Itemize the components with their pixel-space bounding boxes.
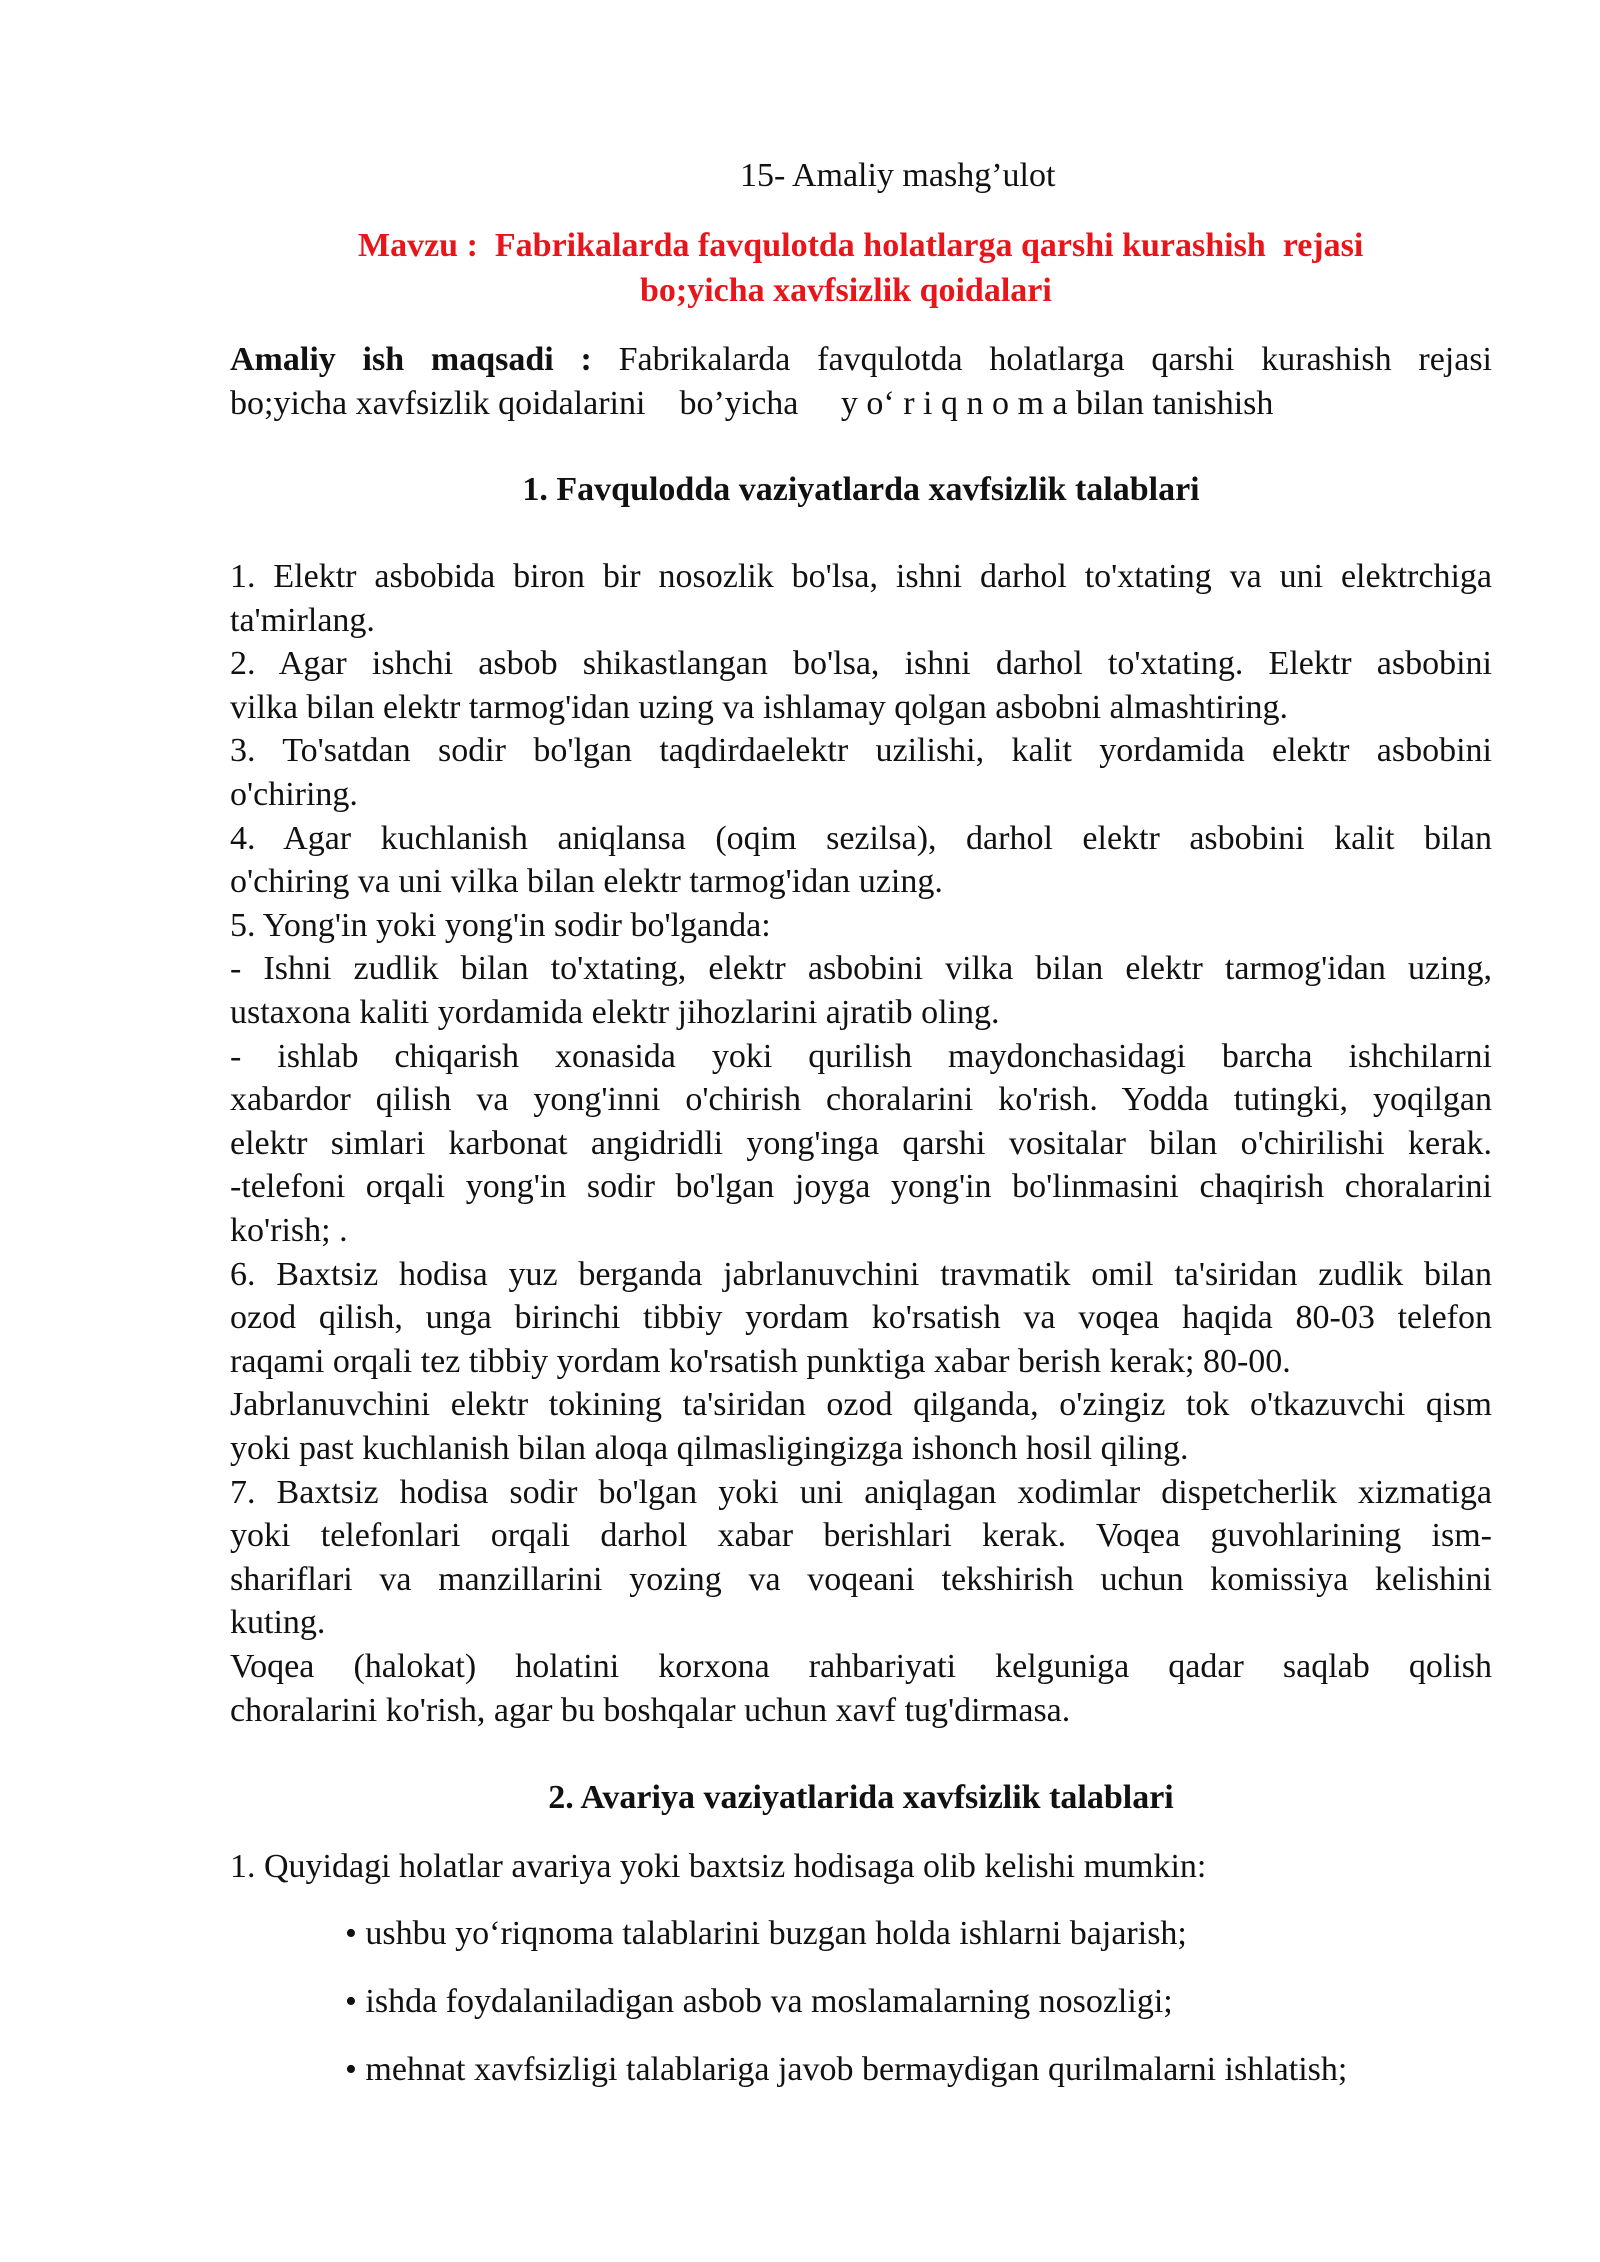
section1-line: -telefoni orqali yong'in sodir bo'lgan joyga yong'in bo'linmasini chaqirish choralarini [230, 1168, 1492, 1206]
section1-line: ozod qilish, unga birinchi tibbiy yordam ko'rsatish va voqea haqida 80-03 telefon [230, 1299, 1492, 1337]
purpose-line1 [230, 338, 1492, 382]
section1-line: vilka bilan elektr tarmog'idan uzing va ishlamay qolgan asbobni almashtiring. [230, 688, 1288, 726]
section1-line: shariflari va manzillarini yozing va voqeani tekshirish uchun komissiya kelishini [230, 1560, 1492, 1598]
section1-line: ta'mirlang. [230, 601, 375, 639]
section1-line: kuting. [230, 1604, 326, 1642]
section1-line: 6. Baxtsiz hodisa yuz berganda jabrlanuvchini travmatik omil ta'siridan zudlik bilan [230, 1255, 1492, 1293]
section2-heading: 2. Avariya vaziyatlarida xavfsizlik talablari [548, 1779, 1174, 1816]
section1-line: 2. Agar ishchi asbob shikastlangan bo'lsa, ishni darhol to'xtating. Elektr asbobini [230, 645, 1492, 683]
section1-line: ko'rish; . [230, 1212, 348, 1249]
section2-intro: 1. Quyidagi holatlar avariya yoki baxtsiz hodisaga olib kelishi mumkin: [230, 1848, 1207, 1885]
section1-line: 3. To'satdan sodir bo'lgan taqdirdaelektr uzilishi, kalit yordamida elektr asbobini [230, 732, 1492, 770]
purpose-text: Fabrikalarda favqulotda holatlarga qarshi kurashish rejasi [591, 341, 1492, 378]
topic-title-line1: Mavzu : Fabrikalarda favqulotda holatlarga qarshi kurashish rejasi [358, 227, 1364, 264]
purpose-label: Amaliy ish maqsadi : [230, 341, 592, 378]
section1-line: yoki telefonlari orqali darhol xabar berishlari kerak. Voqea guvohlarining ism- [230, 1517, 1492, 1555]
section1-line: ustaxona kaliti yordamida elektr jihozlarini ajratib oling. [230, 994, 1000, 1031]
section1-line: - Ishni zudlik bilan to'xtating, elektr asbobini vilka bilan elektr tarmog'idan uzing, [230, 950, 1492, 988]
section1-line: o'chiring va uni vilka bilan elektr tarmog'idan uzing. [230, 863, 943, 901]
section1-line: raqami orqali tez tibbiy yordam ko'rsatish punktiga xabar berish kerak; 80-00. [230, 1342, 1291, 1380]
section1-line: xabardor qilish va yong'inni o'chirish choralarini ko'rish. Yodda tutingki, yoqilgan [230, 1081, 1492, 1119]
section1-line: 1. Elektr asbobida biron bir nosozlik bo'lsa, ishni darhol to'xtating va uni elektrchiga [230, 558, 1492, 595]
section1-line: elektr simlari karbonat angidridli yong'inga qarshi vositalar bilan o'chirilishi kerak. [230, 1124, 1492, 1162]
bullet-item: • ushbu yo‘riqnoma talablarini buzgan holda ishlarni bajarish; [345, 1915, 1187, 1952]
section1-line: - ishlab chiqarish xonasida yoki qurilish maydonchasidagi barcha ishchilarni [230, 1037, 1492, 1075]
section1-line: 7. Baxtsiz hodisa sodir bo'lgan yoki uni aniqlagan xodimlar dispetcherlik xizmatiga [230, 1473, 1492, 1511]
section1-line: Jabrlanuvchini elektr tokining ta'siridan ozod qilganda, o'zingiz tok o'tkazuvchi qism [230, 1386, 1492, 1424]
topic-title-line2: bo;yicha xavfsizlik qoidalari [640, 272, 1052, 309]
section1-line: choralarini ko'rish, agar bu boshqalar uchun xavf tug'dirmasa. [230, 1691, 1071, 1729]
section1-line: o'chiring. [230, 776, 358, 813]
section1-line: yoki past kuchlanish bilan aloqa qilmasligingizga ishonch hosil qiling. [230, 1430, 1189, 1467]
practical-session-number: 15- Amaliy mashg’ulot [740, 157, 1056, 194]
bullet-item: • ishda foydalaniladigan asbob va moslamalarning nosozligi; [345, 1983, 1173, 2020]
bullet-item: • mehnat xavfsizligi talablariga javob bermaydigan qurilmalarni ishlatish; [345, 2051, 1348, 2088]
section1-line: 4. Agar kuchlanish aniqlansa (oqim sezilsa), darhol elektr asbobini kalit bilan [230, 819, 1492, 857]
section1-line: 5. Yong'in yoki yong'in sodir bo'lganda: [230, 906, 771, 944]
section1-heading: 1. Favqulodda vaziyatlarda xavfsizlik talablari [522, 471, 1200, 508]
section1-line: Voqea (halokat) holatini korxona rahbariyati kelguniga qadar saqlab qolish [230, 1648, 1492, 1685]
purpose-line2: bo;yicha xavfsizlik qoidalarini bo’yicha y o‘ r i q n o m a bilan tanishish [230, 385, 1274, 422]
